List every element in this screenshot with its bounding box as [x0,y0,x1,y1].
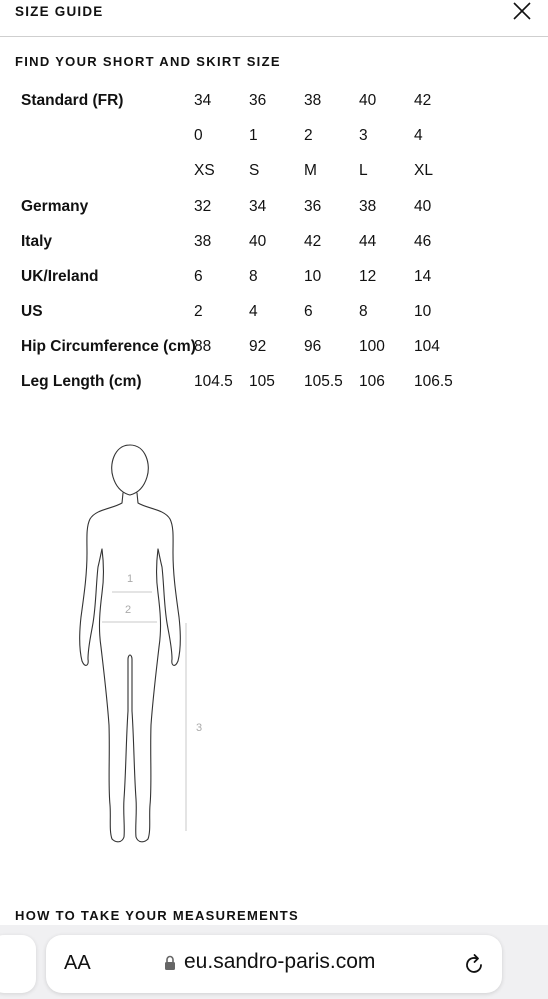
table-cell: XL [414,162,433,179]
row-label: UK/Ireland [21,268,99,285]
table-cell: 0 [194,127,203,144]
table-cell: 42 [304,233,322,250]
table-row [21,123,481,149]
marker-label: 1 [127,573,134,585]
table-row [21,334,481,360]
row-label: Standard (FR) [21,92,124,109]
table-cell: 38 [359,198,377,215]
table-row [21,369,481,395]
table-cell: 96 [304,338,322,355]
body-outline-illustration [60,435,240,855]
table-cell: 14 [414,268,432,285]
table-cell: 38 [194,233,212,250]
table-cell: 34 [194,92,212,109]
reload-icon[interactable] [462,952,486,976]
table-cell: 10 [414,303,432,320]
table-cell: 32 [194,198,212,215]
table-title: FIND YOUR SHORT AND SKIRT SIZE [15,54,281,69]
reader-options-button[interactable]: AA [64,952,91,974]
table-cell: 36 [249,92,267,109]
close-icon[interactable] [511,0,533,22]
table-cell: 40 [359,92,377,109]
row-label: US [21,303,43,320]
table-cell: 105.5 [304,373,343,390]
table-cell: 104.5 [194,373,233,390]
url-text: eu.sandro-paris.com [184,950,376,973]
table-cell: 106 [359,373,385,390]
table-cell: 2 [304,127,313,144]
browser-address-bar [0,925,548,999]
table-cell: 8 [249,268,258,285]
row-label: Germany [21,198,89,215]
table-cell: 10 [304,268,322,285]
table-cell: 105 [249,373,275,390]
table-row [21,194,481,220]
measurements-title: HOW TO TAKE YOUR MEASUREMENTS [15,908,299,923]
table-cell: 106.5 [414,373,453,390]
table-cell: 6 [194,268,203,285]
previous-tab-stub[interactable] [0,935,36,993]
table-cell: 3 [359,127,368,144]
table-cell: 2 [194,303,203,320]
table-cell: 8 [359,303,368,320]
table-cell: 34 [249,198,267,215]
table-row [21,158,481,184]
table-cell: 12 [359,268,377,285]
table-row [21,264,481,290]
table-cell: L [359,162,368,179]
table-cell: 4 [249,303,258,320]
table-cell: 40 [414,198,432,215]
table-cell: 4 [414,127,423,144]
marker-label: 2 [125,604,132,616]
table-cell: 42 [414,92,432,109]
table-cell: 104 [414,338,440,355]
row-label: Italy [21,233,53,250]
page-title: SIZE GUIDE [15,4,104,19]
table-cell: 40 [249,233,267,250]
row-label: Hip Circumference (cm) [21,338,196,355]
table-cell: 44 [359,233,377,250]
url-field[interactable] [46,935,502,993]
table-cell: S [249,162,260,179]
table-cell: 6 [304,303,313,320]
lock-icon [164,955,176,971]
table-cell: 38 [304,92,322,109]
table-cell: 92 [249,338,267,355]
table-row [21,229,481,255]
table-row [21,88,481,114]
table-cell: 36 [304,198,322,215]
table-cell: 88 [194,338,212,355]
row-label: Leg Length (cm) [21,373,142,390]
marker-label: 3 [196,722,203,734]
table-cell: M [304,162,317,179]
table-cell: 46 [414,233,432,250]
size-guide-header [0,0,548,37]
table-row [21,299,481,325]
table-cell: 1 [249,127,258,144]
body-measurement-figure [60,435,240,855]
table-cell: 100 [359,338,385,355]
table-cell: XS [194,162,215,179]
